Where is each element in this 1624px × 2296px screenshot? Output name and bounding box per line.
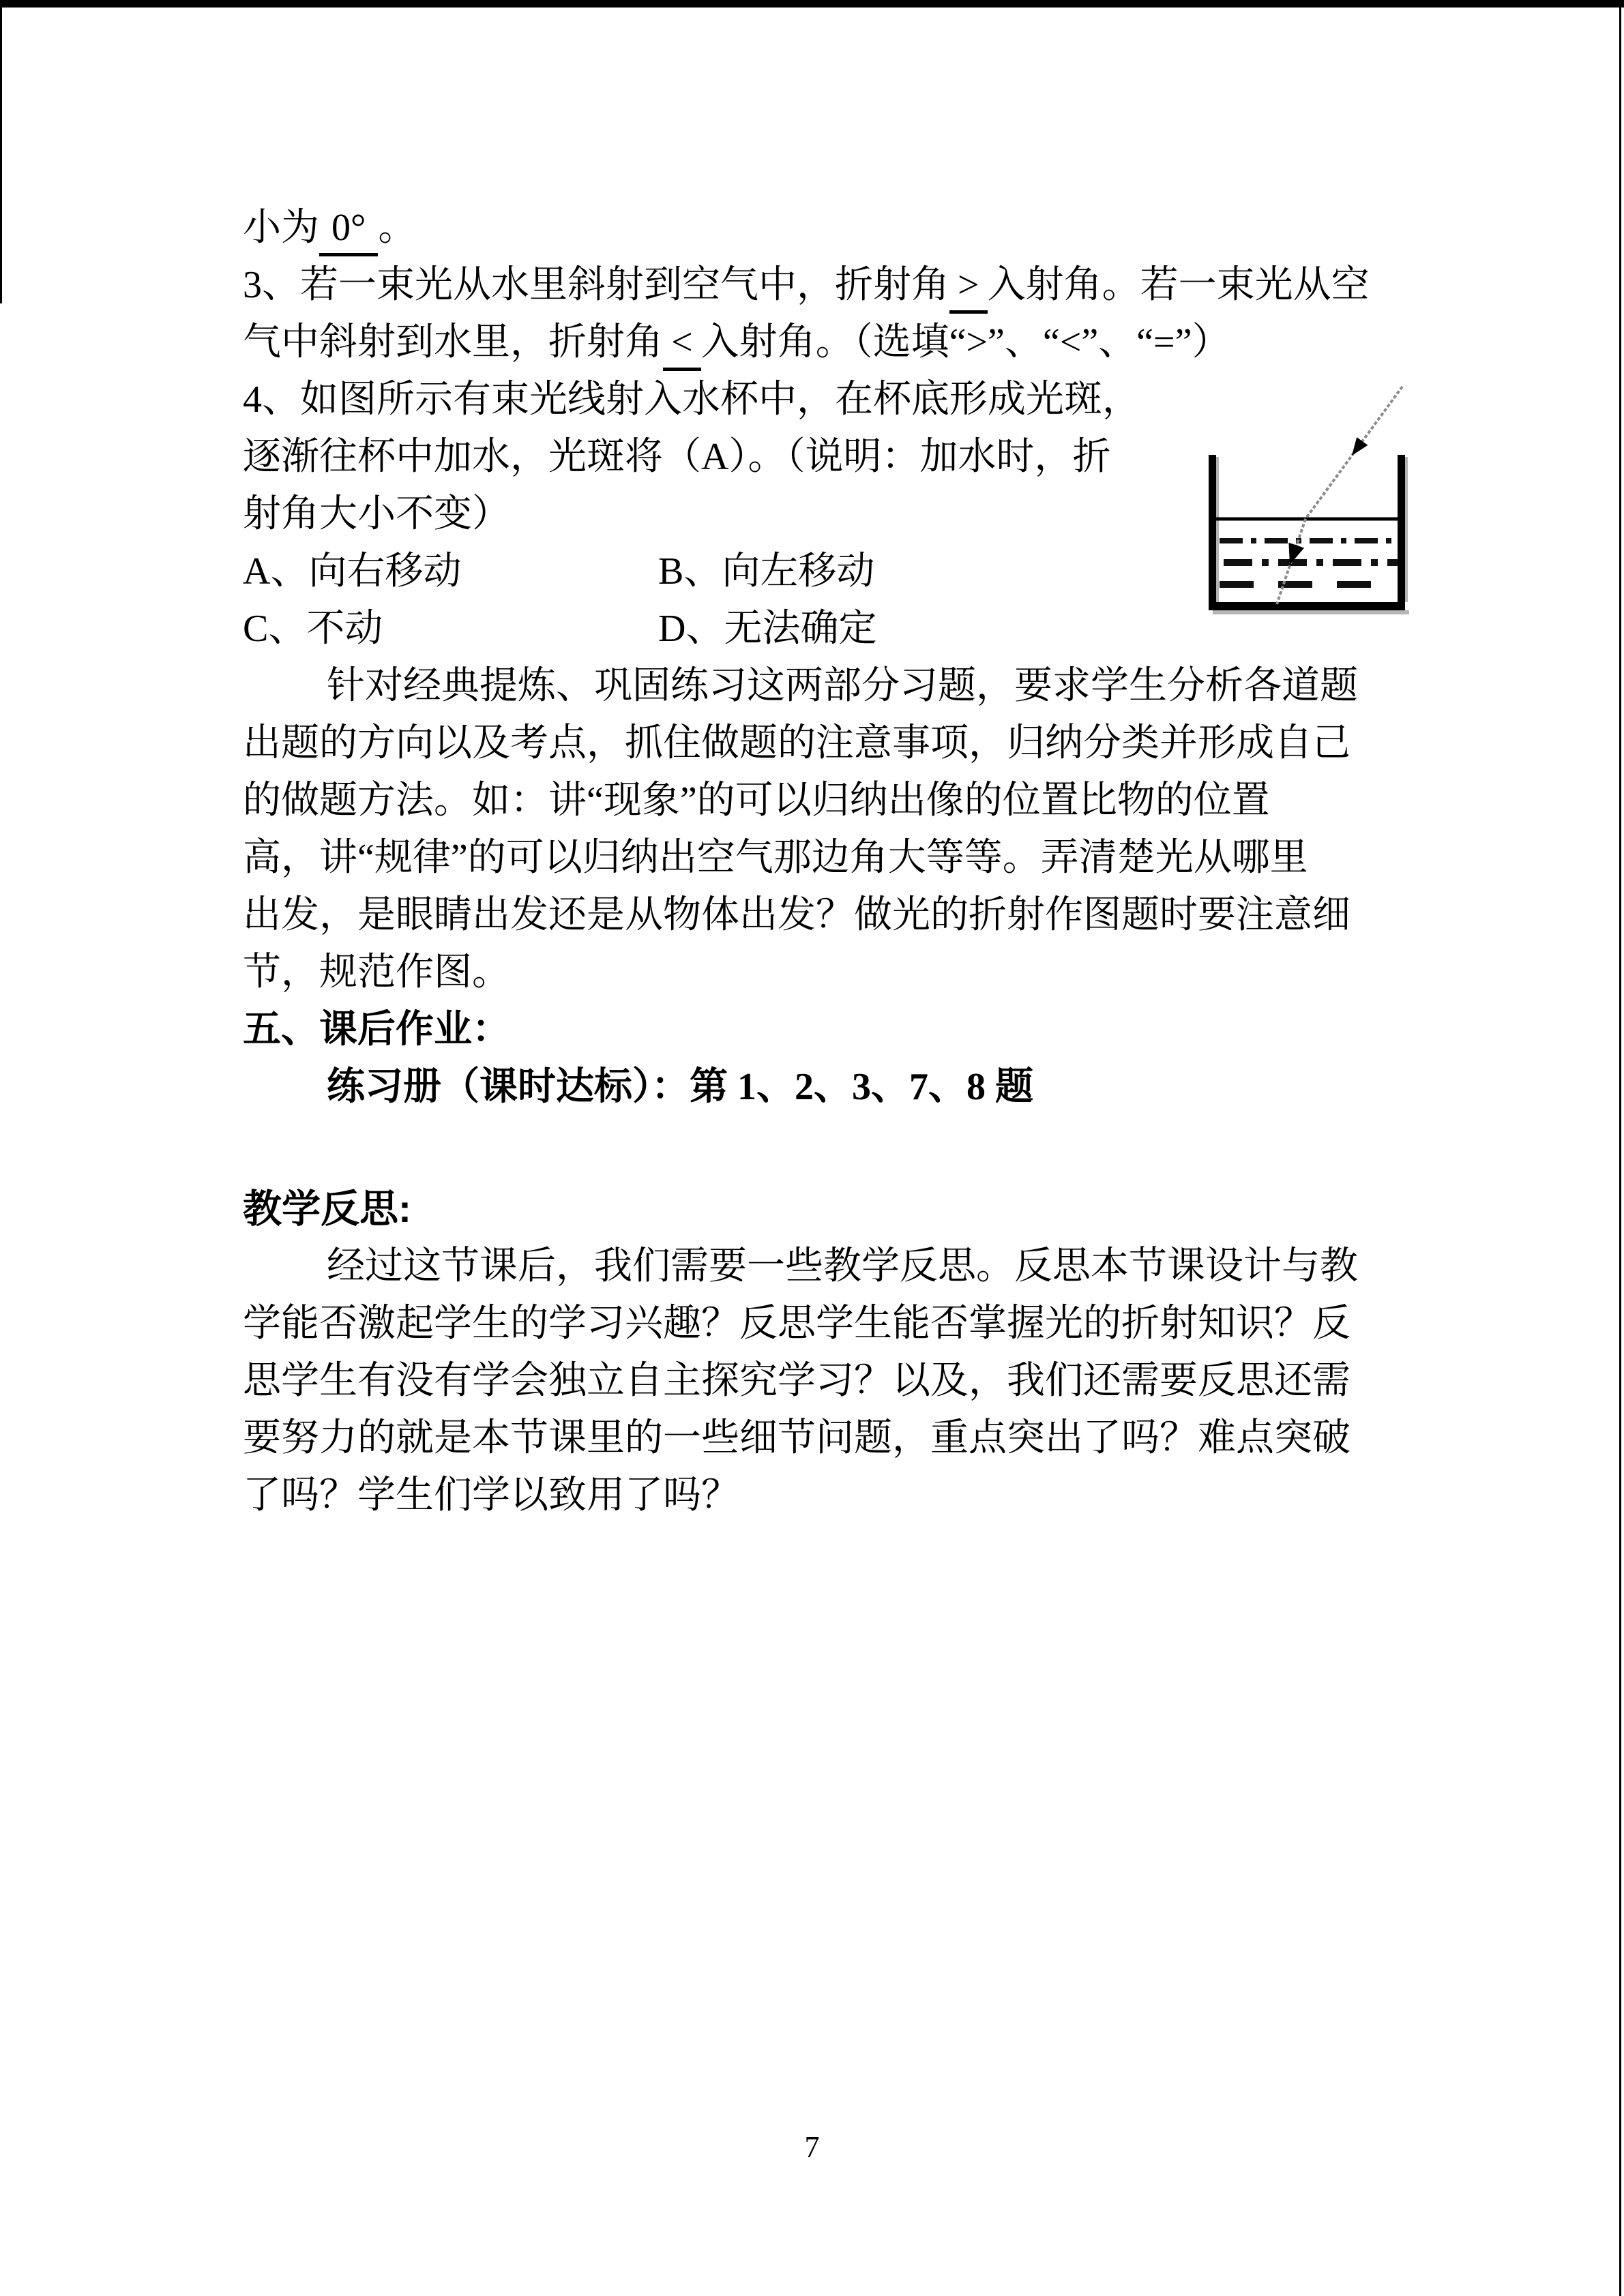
- wall-shadow-right: [1405, 457, 1408, 602]
- q3-text: 入射角。（选填“>”、“<”、“=”）: [700, 321, 1230, 363]
- q3-text: 气中斜射到水里，折射角: [243, 321, 663, 363]
- option-d: D、无法确定: [658, 608, 877, 650]
- answer-blank-underline: 0°: [319, 207, 378, 256]
- summary-line-3: 的做题方法。如：讲“现象”的可以归纳出像的位置比物的位置: [243, 779, 1270, 822]
- question-3-line-1: [243, 256, 1396, 314]
- question-4-line-3: 射角大小不变）: [243, 493, 510, 535]
- question-4-line-1: 4、如图所示有束光线射入水杯中，在杯底形成光斑，: [243, 378, 1140, 421]
- page-number: 7: [804, 2130, 820, 2164]
- beaker-right-wall: [1398, 455, 1405, 610]
- q3-text: 入射角。若一束光从空: [987, 264, 1370, 306]
- question-4-line-2: 逐渐往杯中加水，光斑将（A）。（说明：加水时，折: [243, 436, 1111, 478]
- scan-border-left: [0, 0, 2, 303]
- scan-border-right: [1619, 0, 1621, 2296]
- q3-blank-greater: >: [949, 264, 988, 314]
- summary-line-4: 高，讲“规律”的可以归纳出空气那边角大等等。弄清楚光从哪里: [243, 837, 1308, 879]
- q3-blank-less: <: [663, 321, 701, 371]
- homework-item: 练习册（课时达标）：第 1、2、3、7、8 题: [327, 1066, 1033, 1108]
- option-a: A、向右移动: [243, 550, 462, 593]
- summary-line-1: 针对经典提炼、巩固练习这两部分习题，要求学生分析各道题: [327, 665, 1358, 707]
- wall-shadow-left: [1216, 457, 1219, 602]
- beaker-left-wall: [1209, 455, 1216, 610]
- q3-text: 3、若一束光从水里斜射到空气中，折射角: [243, 264, 949, 306]
- reflection-line-5: 了吗？学生们学以致用了吗？: [243, 1474, 739, 1517]
- question-3-line-2: [243, 314, 1396, 371]
- reflection-heading: 教学反思:: [243, 1187, 411, 1231]
- reflection-line-4: 要努力的就是本节课里的一些细节问题，重点突出了吗？难点突破: [243, 1417, 1350, 1459]
- option-b: B、向左移动: [658, 550, 875, 593]
- answer-post: 。: [378, 207, 417, 249]
- incident-ray-arrowhead: [1346, 437, 1368, 460]
- summary-line-6: 节，规范作图。: [243, 951, 510, 994]
- answer-pre: 小为: [243, 207, 319, 249]
- summary-line-2: 出题的方向以及考点，抓住做题的注意事项，归纳分类并形成自己: [243, 722, 1350, 764]
- bottom-shadow: [1213, 610, 1409, 614]
- scan-border-top: [0, 0, 1624, 8]
- option-c: C、不动: [243, 608, 383, 650]
- summary-line-5: 出发，是眼睛出发还是从物体出发？做光的折射作图题时要注意细: [243, 894, 1350, 936]
- reflection-line-3: 思学生有没有学会独立自主探究学习？以及，我们还需要反思还需: [243, 1360, 1350, 1402]
- homework-heading: 五、课后作业：: [243, 1009, 510, 1051]
- beaker-refraction-diagram: [1200, 375, 1419, 621]
- reflection-line-1: 经过这节课后，我们需要一些教学反思。反思本节课设计与教: [327, 1245, 1358, 1287]
- beaker-bottom: [1209, 602, 1405, 610]
- fill-blank-answer-line: [243, 199, 1396, 256]
- reflection-line-2: 学能否激起学生的学习兴趣？反思学生能否掌握光的折射知识？反: [243, 1302, 1350, 1345]
